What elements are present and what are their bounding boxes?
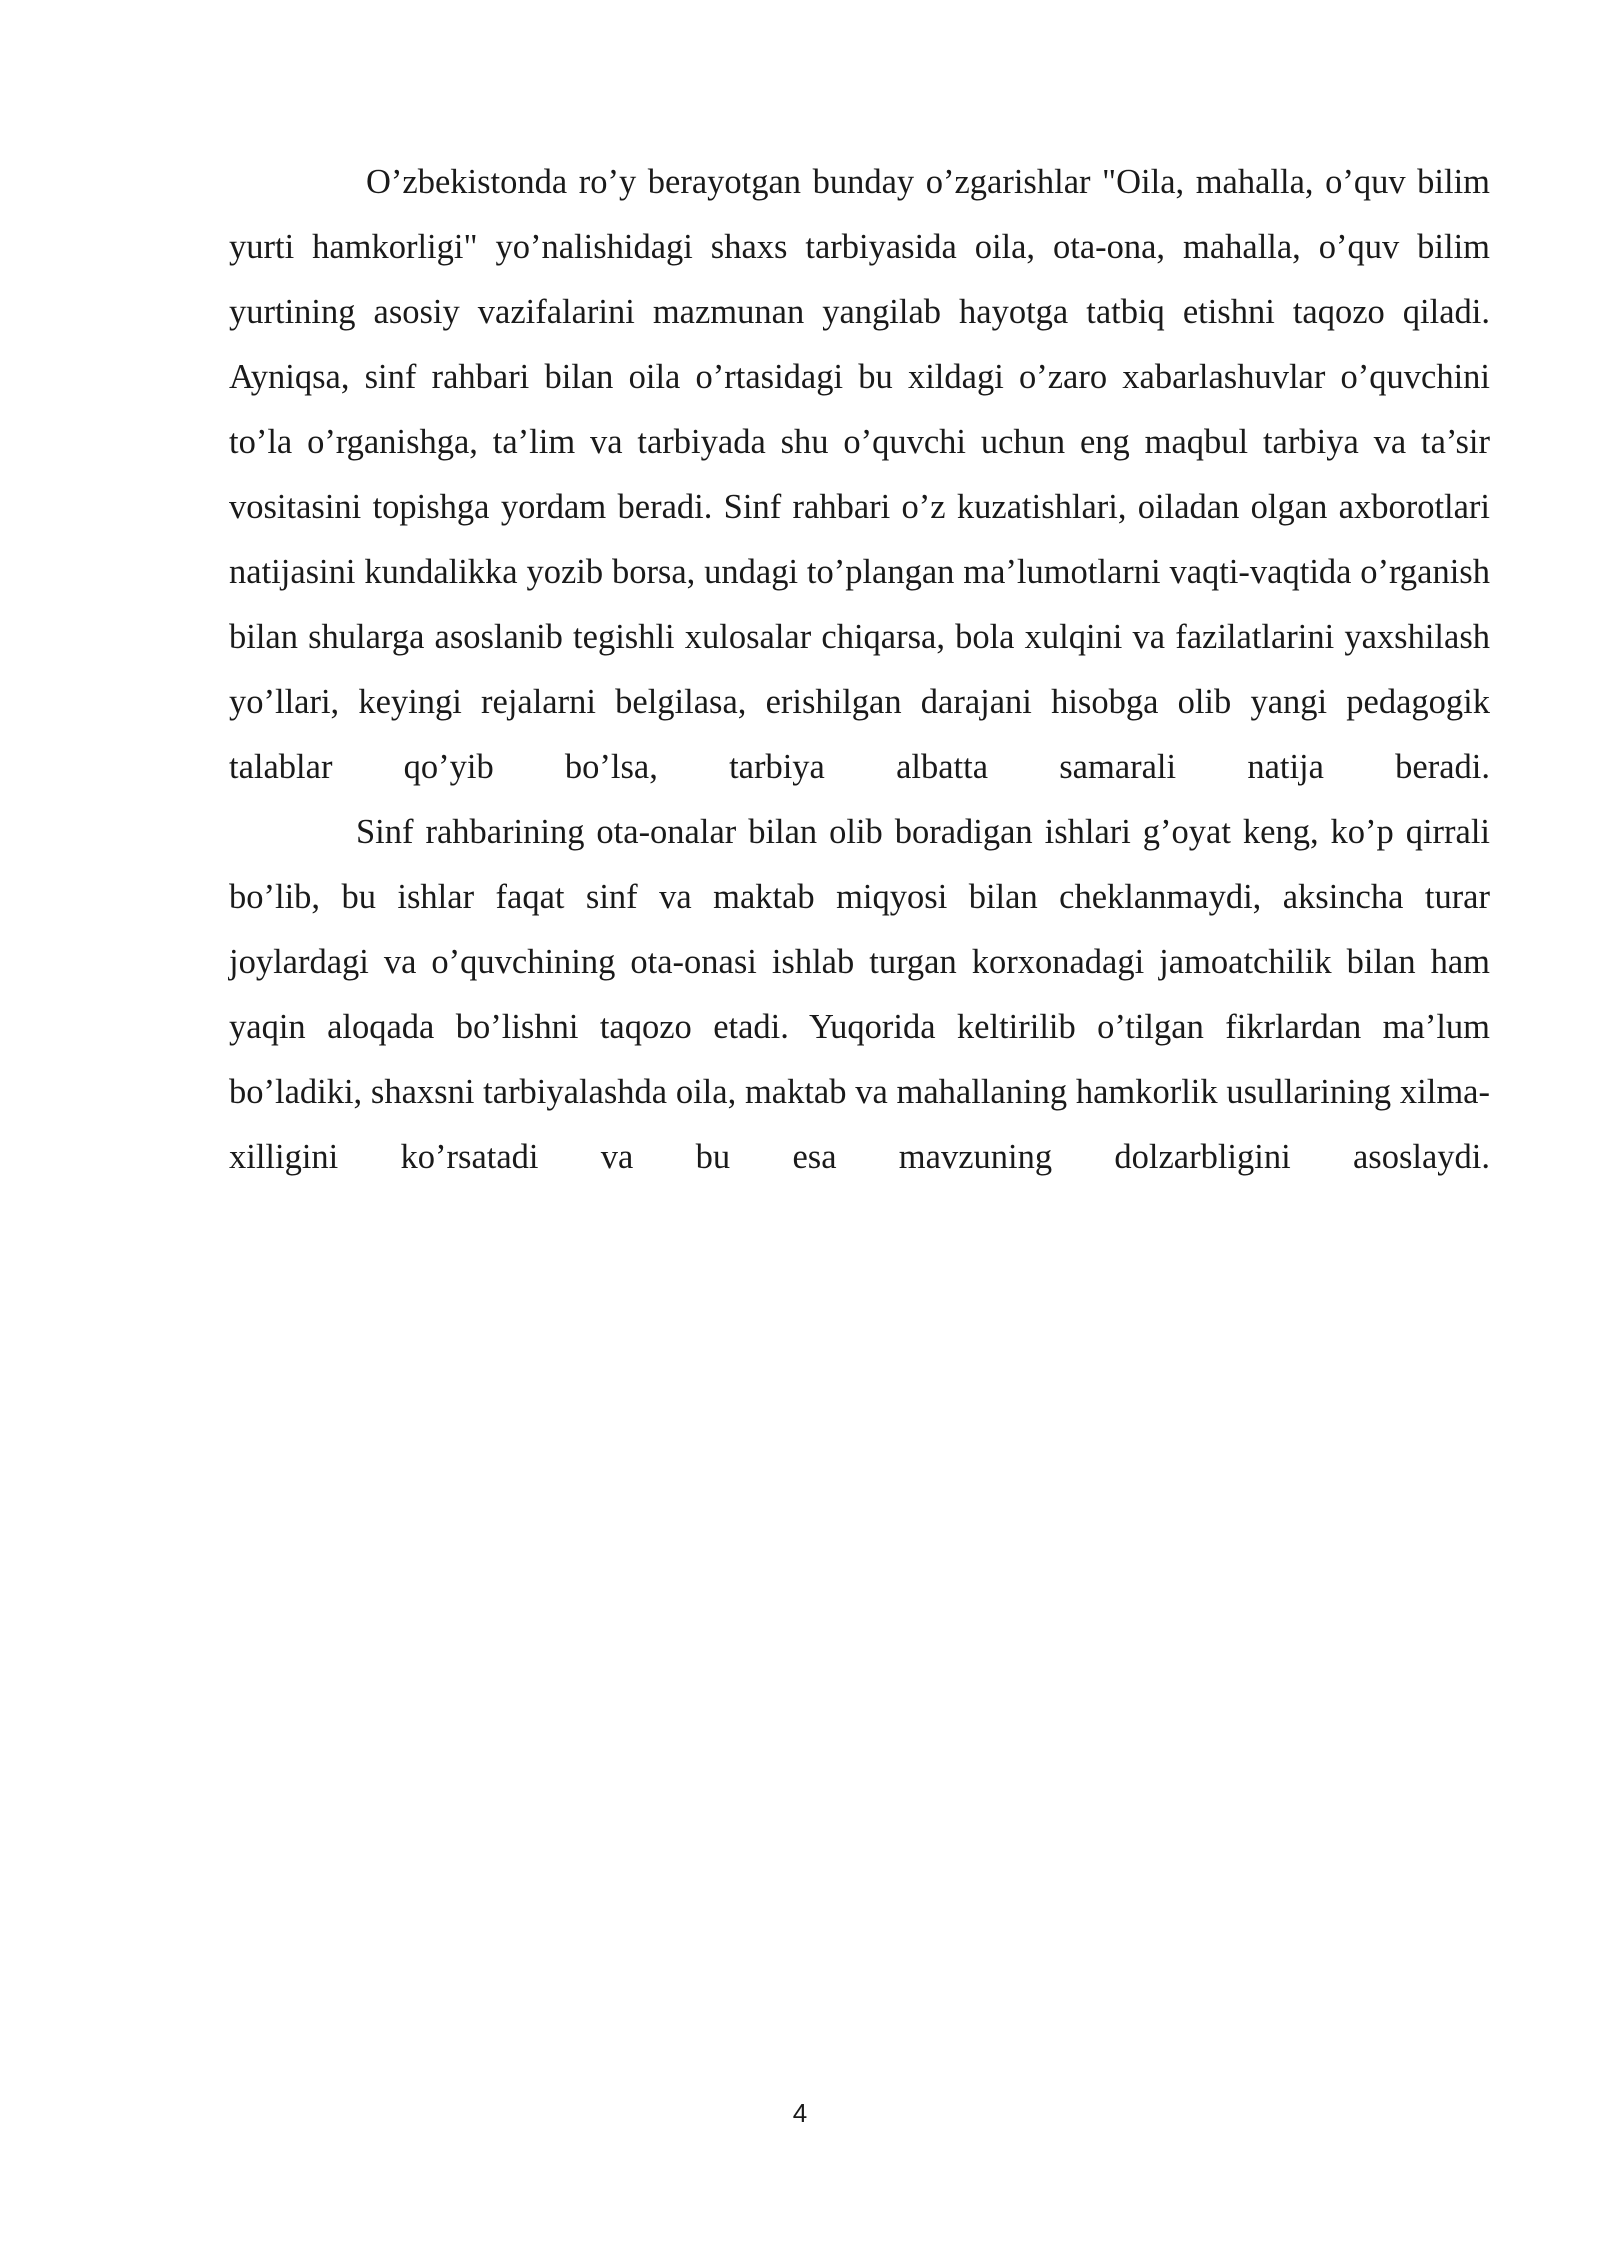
body-text (229, 150, 1490, 1190)
paragraph-2: Sinf rahbarining ota-onalar bilan olib boradigan ishlari g’oyat keng, ko’p qirrali bo’lib, bu ishlar faqat sinf va maktab miqyosi bilan cheklanmaydi, aksincha turar joylardagi va o’quvchining ota-onasi ishlab turgan korxonadagi jamoatchilik bilan ham yaqin aloqada bo’lishni taqozo etadi. Yuqorida keltirilib o’tilgan fikrlardan ma’lum bo’ladiki, shaxsni tarbiyalashda oila, maktab va mahallaning hamkorlik usullarining xilma-xilligini ko’rsatadi va bu esa mavzuning dolzarbligini asoslaydi. (229, 813, 1490, 1176)
page-number: 4 (792, 2098, 808, 2128)
paragraph-1: O’zbekistonda ro’y berayotgan bunday o’zgarishlar "Oila, mahalla, o’quv bilim yurti hamkorligi" yo’nalishidagi shaxs tarbiyasida oila, ota-ona, mahalla, o’quv bilim yurtining asosiy vazifalarini mazmunan yangilab hayotga tatbiq etishni taqozo qiladi. Ayniqsa, sinf rahbari bilan oila o’rtasidagi bu xildagi o’zaro xabarlashuvlar o’quvchini to’la o’rganishga, ta’lim va tarbiyada shu o’quvchi uchun eng maqbul tarbiya va ta’sir vositasini topishga yordam beradi. Sinf rahbari o’z kuzatishlari, oiladan olgan axborotlari natijasini kundalikka yozib borsa, undagi to’plangan ma’lumotlarni vaqti-vaqtida o’rganish bilan shularga asoslanib tegishli xulosalar chiqarsa, bola xulqini va fazilatlarini yaxshilash yo’llari, keyingi rejalarni belgilasa, erishilgan darajani hisobga olib yangi pedagogik talablar qo’yib bo’lsa, tarbiya albatta samarali natija beradi. (229, 163, 1490, 786)
